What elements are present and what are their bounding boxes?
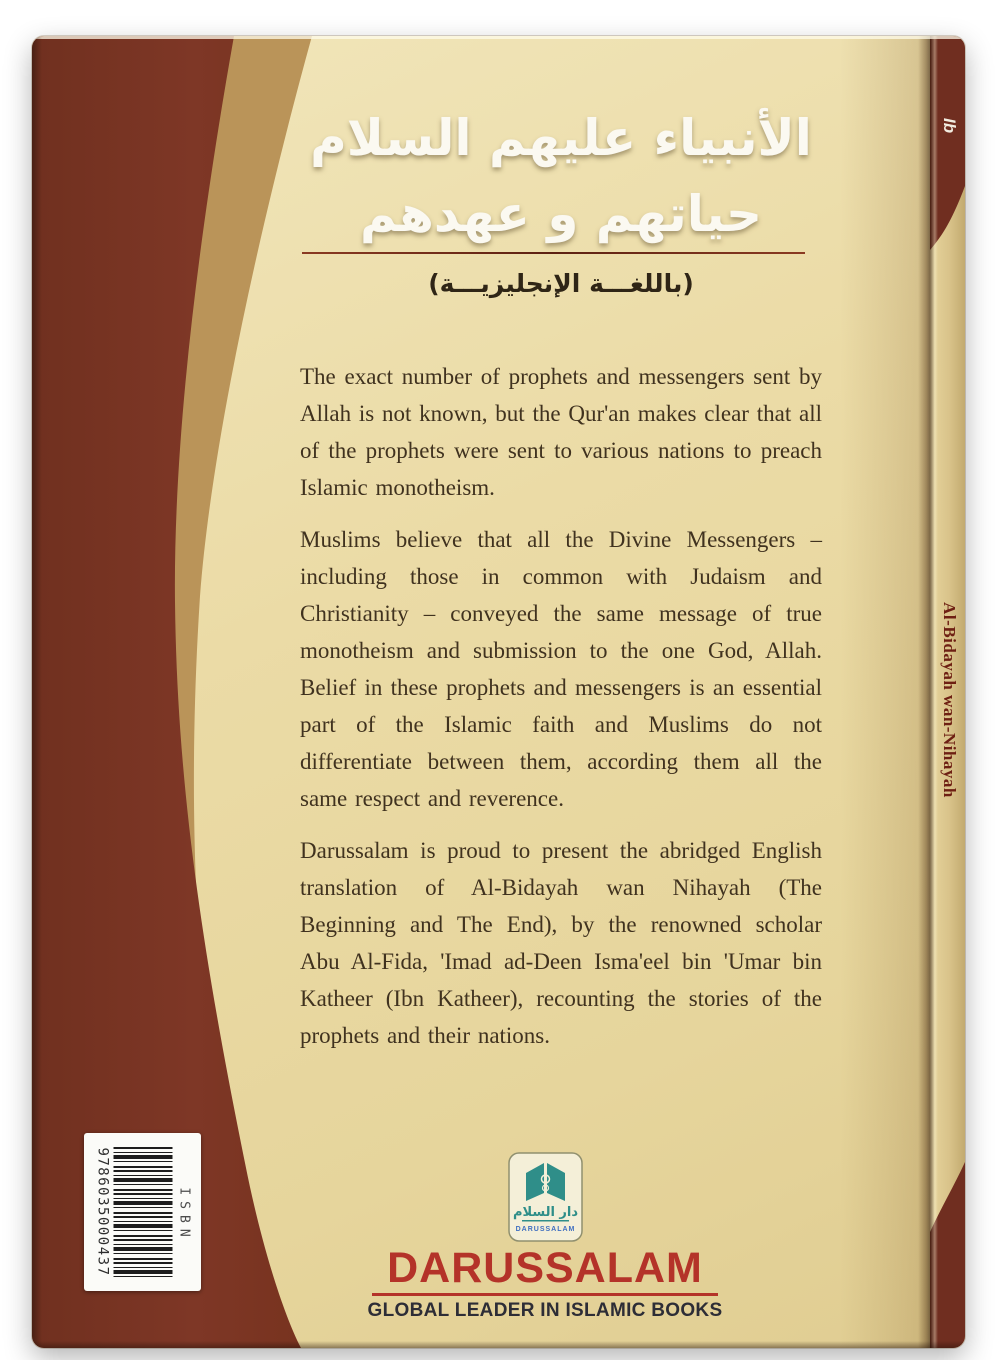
darussalam-logo-badge: [508, 1152, 583, 1242]
left-edge-shadow: [32, 36, 42, 1348]
title-divider-line: [302, 252, 805, 254]
book-back-cover: [32, 36, 965, 1348]
blurb-paragraph-1: The exact number of prophets and messengers sent by Allah is not known, but the Qur'an makes clear that all of the prophets were sent to various nations to preach Islamic monotheism.: [300, 364, 822, 500]
arabic-title-line1: الأنبياء عليهم السلام: [310, 109, 812, 167]
badge-rule: [522, 1220, 569, 1222]
publisher-rule: [372, 1293, 718, 1296]
spine-title: Al-Bidayah wan-Nihayah: [940, 602, 959, 798]
isbn-barcode: [91, 1139, 194, 1285]
badge-latin-text: DARUSSALAM: [515, 1226, 575, 1233]
cover-spine-crease: [918, 36, 938, 1348]
isbn-barcode-label: [84, 1133, 201, 1291]
publisher-tagline: GLOBAL LEADER IN ISLAMIC BOOKS: [367, 1300, 723, 1321]
arabic-title-line2: حياتهم و عهدهم: [359, 185, 763, 243]
spine-author-fragment: Ib: [940, 118, 959, 134]
barcode-bars: [113, 1147, 172, 1277]
page-curve-shading: [840, 36, 930, 1348]
blurb-paragraph-2: Muslims believe that all the Divine Messengers – including those in common with Judaism and Christianity – conveyed the same message of true monotheism and submission to the one God, Allah. Belief in these prophets and messengers is an essential part of the Islamic faith and Muslims do not differentiate between them, according them all the same respect and reverence.: [300, 527, 822, 811]
isbn-number: 9786035000437: [94, 1147, 110, 1277]
publisher-block: [285, 1152, 805, 1322]
isbn-label-text: ISBN: [176, 1187, 191, 1243]
top-edge-highlight: [32, 36, 965, 39]
bottom-edge-shadow: [32, 1341, 965, 1348]
blurb-paragraph-3: Darussalam is proud to present the abridged English translation of Al-Bidayah wan Nihayah (The Beginning and The End), by the renowned scholar Abu Al-Fida, 'Imad ad-Deen Isma'eel bin 'Umar bin Katheer (Ibn Katheer), recounting the stories of the prophets and their nations.: [300, 838, 822, 1048]
back-cover-blurb: [300, 358, 822, 1069]
arabic-subtitle: (باللغـــة الإنجليزيـــة): [428, 269, 694, 298]
arabic-title: [300, 100, 822, 252]
publisher-name: DARUSSALAM: [387, 1244, 703, 1292]
badge-arabic-text: دار السلام: [512, 1205, 578, 1220]
